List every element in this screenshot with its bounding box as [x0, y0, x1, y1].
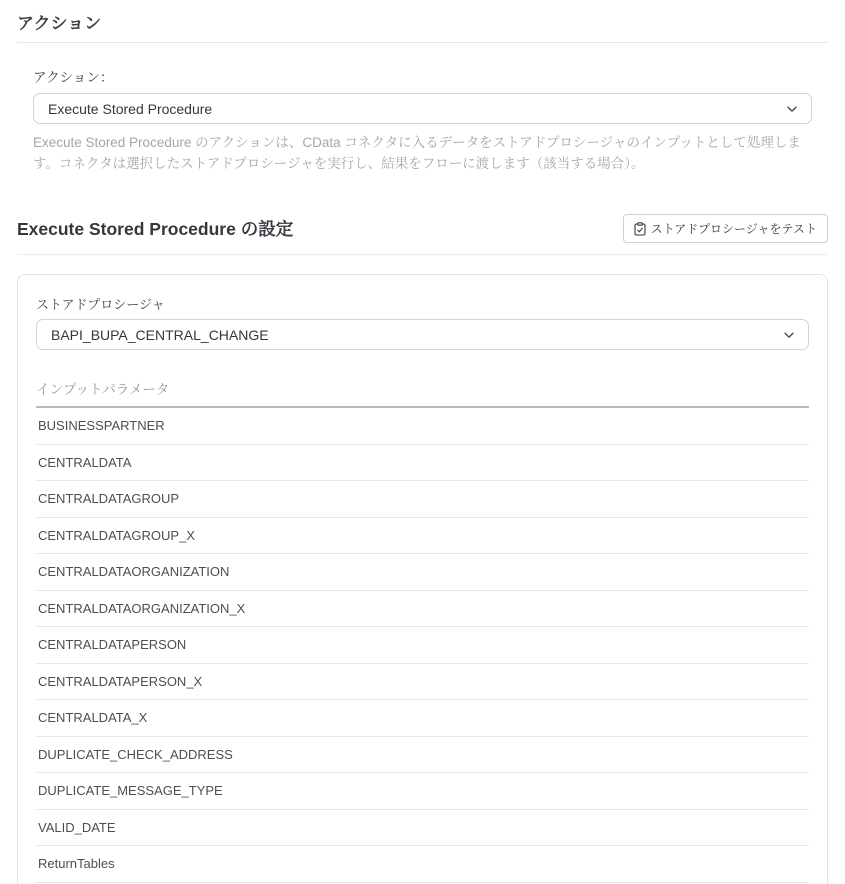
action-select-wrap	[33, 93, 812, 124]
input-parameters-list	[36, 408, 809, 883]
action-help-text: Execute Stored Procedure のアクションは、CData コネクタに入るデータをストアドプロシージャのインプットとして処理します。コネクタは選択したストアドプロシージャを実行し、結果をフローに渡します（該当する場合）。	[33, 135, 801, 171]
test-button-label: ストアドプロシージャをテスト	[650, 222, 817, 236]
param-row[interactable]: CENTRALDATAGROUP_X	[36, 518, 809, 555]
procedure-select-wrap	[36, 319, 809, 350]
action-select[interactable]	[33, 93, 812, 124]
param-row[interactable]: BUSINESSPARTNER	[36, 408, 809, 445]
param-row[interactable]: CENTRALDATAGROUP	[36, 481, 809, 518]
section-divider-2	[17, 254, 828, 255]
procedure-select[interactable]	[36, 319, 809, 350]
param-row[interactable]: CENTRALDATAPERSON	[36, 627, 809, 664]
action-section-title: アクション	[17, 14, 102, 33]
settings-section-title: Execute Stored Procedure の設定	[17, 218, 294, 239]
param-row[interactable]: CENTRALDATAORGANIZATION	[36, 554, 809, 591]
param-row[interactable]: CENTRALDATAORGANIZATION_X	[36, 591, 809, 628]
stored-procedure-card	[17, 274, 828, 884]
section-divider	[17, 42, 828, 43]
param-row[interactable]: DUPLICATE_MESSAGE_TYPE	[36, 773, 809, 810]
param-row[interactable]: CENTRALDATA	[36, 445, 809, 482]
action-field-label: アクション：	[33, 70, 114, 85]
action-form	[17, 70, 828, 174]
test-stored-procedure-button[interactable]	[623, 214, 828, 243]
param-row[interactable]: VALID_DATE	[36, 810, 809, 847]
param-row[interactable]: ReturnTables	[36, 846, 809, 883]
input-parameters-header: インプットパラメータ	[36, 378, 809, 408]
procedure-field-label: ストアドプロシージャ	[36, 297, 165, 312]
param-row[interactable]: DUPLICATE_CHECK_ADDRESS	[36, 737, 809, 774]
param-row[interactable]: CENTRALDATAPERSON_X	[36, 664, 809, 701]
settings-section-header	[17, 214, 828, 243]
clipboard-icon	[634, 222, 646, 236]
param-row[interactable]: CENTRALDATA_X	[36, 700, 809, 737]
